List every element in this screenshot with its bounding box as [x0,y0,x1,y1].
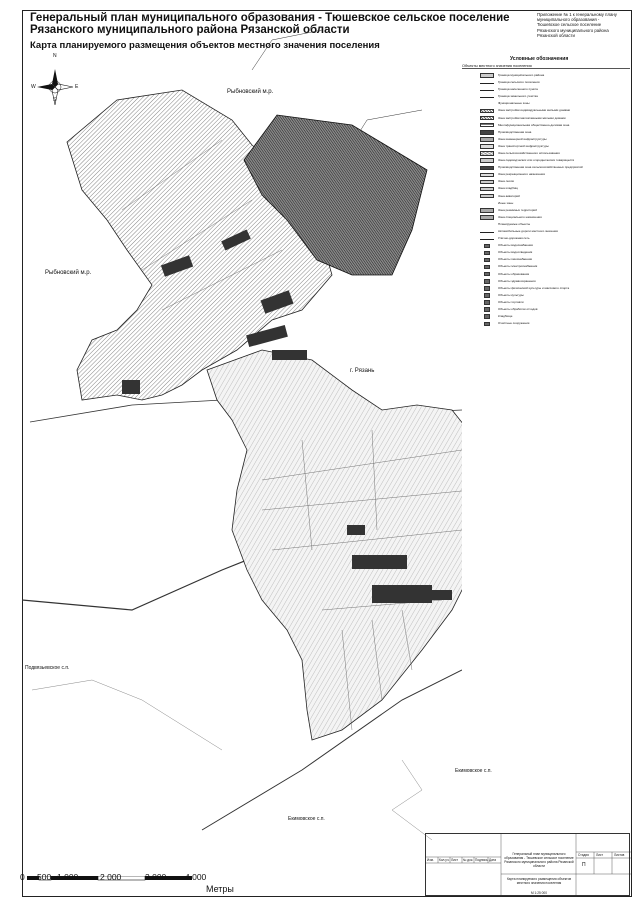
legend-item [462,143,630,150]
label-ryazan: г. Рязань [350,368,375,374]
legend-item [462,313,630,320]
legend-item [462,271,630,278]
approval-note [537,12,632,38]
legend-item-label: Объекты образования [498,272,530,276]
legend-item [462,207,630,214]
legend-swatch [484,322,490,327]
legend-item [462,93,630,100]
legend-item-label: Зона специального назначения [498,215,542,219]
stamp-col: Дата [489,858,497,862]
legend-item-label: Улично-дорожная сеть [498,237,530,241]
legend-rows [462,72,630,327]
legend-item-label: Кладбище [498,315,513,319]
label-ekimovskoe-right: Екимовское с.п. [455,768,492,774]
legend-item [462,150,630,157]
legend-swatch [484,293,490,298]
legend-swatch [480,180,494,185]
stamp-col: Подпись [475,858,488,862]
label-ekimovskoe-bottom: Екимовское с.п. [288,816,325,822]
legend-item [462,249,630,256]
scale-tick: 1 000 [57,872,79,882]
legend-item-label: Объекты водоотведения [498,251,533,255]
legend-item-label: Многофункциональная общественно-деловая зона [498,123,570,127]
scale-units: Метры [206,884,234,894]
stamp-col: Изм. [427,858,434,862]
legend-item-label: Функциональные зоны [498,102,530,106]
legend-heading: Условные обозначения [510,56,569,62]
legend-item [462,278,630,285]
legend-swatch [484,286,490,291]
stamp-col: № док. [463,858,474,862]
legend-item [462,79,630,86]
legend-item-label: Планируемые объекты [498,222,531,226]
legend-item-label: Автомобильные дороги местного значения [498,230,558,233]
legend-item [462,221,630,228]
legend-swatch [484,314,490,319]
legend-swatch [484,279,490,284]
legend-item-label: Объекты газоснабжения [498,258,533,262]
page-title: Генеральный план муниципального образования - Тюшевское сельское поселение Рязанского муниципального района Рязанской области [30,12,510,36]
legend-swatch [480,201,494,206]
legend-item [462,214,630,221]
legend-item-label: Зона застройки индивидуальными жилыми домами [498,109,571,113]
legend-item-label: Граница земельного участка [498,95,538,99]
compass-north: N [53,53,57,59]
legend-item [462,129,630,136]
compass-south: S [53,97,57,103]
legend-swatch [480,222,494,227]
legend-item-label: Зона инженерной инфраструктуры [498,137,547,141]
title-block [425,833,630,896]
legend-swatch [480,208,494,213]
legend-item [462,72,630,79]
legend-item [462,299,630,306]
legend-item-label: Производственная зона сельскохозяйственных предприятий [498,166,583,170]
legend-swatch [480,166,494,171]
legend-item [462,115,630,122]
scale-tick: 2 000 [100,872,122,882]
legend-item-label: Объекты торговли [498,300,524,304]
legend-swatch [480,95,494,98]
legend-item [462,157,630,164]
legend-item [462,171,630,178]
legend-swatch [480,73,494,78]
legend-item-label: Зона застройки малоэтажными жилыми домами [498,116,566,120]
legend-item [462,164,630,171]
legend-swatch [480,123,494,128]
stamp-stage-header: Стадия [578,853,589,857]
legend-item-label: Очистные сооружения [498,322,530,326]
legend-swatch [480,137,494,142]
approval-line: Рязанской области [537,32,575,38]
legend-item-label: Зона садоводческих или огороднических товариществ [498,159,575,163]
legend-item [462,306,630,313]
label-podvyazyevskoe: Подвязьевское с.п. [25,665,70,671]
legend-item-label: Зона кладбищ [498,187,519,191]
legend-item [462,235,630,242]
label-rybnovsky-left: Рыбновский м.р. [45,270,92,276]
label-rybnovsky-top: Рыбновский м.р. [227,89,274,95]
legend-swatch [480,81,494,84]
legend-item [462,86,630,93]
stamp-map-name: Карта планируемого размещения объектов местного значения поселения [506,877,572,885]
legend-item-label: Производственная зона [498,130,532,134]
legend-item-label: Граница населенного пункта [498,88,538,92]
legend-swatch [480,215,494,220]
legend-swatch [480,109,494,114]
legend-item [462,193,630,200]
legend-swatch [484,244,490,249]
settlement-area-south [207,350,462,740]
legend-item [462,292,630,299]
legend-item-label: Объекты здравоохранения [498,279,536,283]
stamp-col: Кол.уч. [439,858,450,862]
compass-east: E [75,84,79,90]
legend-subheading: Объекты местного значения поселения [462,64,630,69]
legend-item-label: Зона транспортной инфраструктуры [498,144,549,148]
legend [462,56,630,327]
legend-swatch [484,307,490,312]
legend-item-label: Зона сельскохозяйственного использования [498,151,560,155]
legend-swatch [480,237,494,240]
legend-item [462,285,630,292]
legend-swatch [480,116,494,121]
scale-tick: 4 000 [185,872,207,882]
legend-swatch [484,272,490,277]
legend-item [462,100,630,107]
legend-item-label: Объекты водоснабжения [498,244,533,248]
legend-item-label: Объекты электроснабжения [498,265,538,269]
stamp-scale: М 1:25 000 [531,891,547,895]
legend-swatch [480,158,494,163]
map-canvas [22,10,462,840]
legend-swatch [480,130,494,135]
legend-item-label: Объекты физической культуры и массового спорта [498,286,570,290]
stamp-stage: П [582,862,586,868]
legend-swatch [480,187,494,192]
legend-swatch [480,173,494,178]
legend-item [462,136,630,143]
approval-line: Рязанского муниципального района [537,27,609,33]
legend-item [462,242,630,249]
approval-line: Приложение № 1 к генеральному плану [537,12,617,17]
legend-item-label: Зона режимных территорий [498,208,537,212]
approval-line: муниципального образования - [537,17,600,23]
legend-item [462,186,630,193]
legend-item [462,122,630,129]
legend-item [462,256,630,263]
legend-swatch [484,258,490,263]
compass-west: W [31,84,36,90]
legend-item-label: Зона рекреационного назначения [498,173,545,177]
scale-tick: 500 [37,872,52,882]
stamp-title: Генеральный план муниципального образования - Тюшевское сельское поселение Рязанского муниципального района Рязанской области [504,852,574,868]
legend-swatch [480,194,494,199]
legend-item [462,200,630,207]
legend-item-label: Граница сельского поселения [498,81,540,85]
legend-swatch [480,230,494,233]
legend-item-label: Объекты культуры [498,293,524,297]
approval-line: Тюшевское сельское поселение [537,22,602,28]
legend-swatch [480,144,494,149]
page-subtitle: Карта планируемого размещения объектов местного значения поселения [30,40,380,51]
legend-item-label: Зона акваторий [498,194,520,198]
legend-swatch [480,151,494,156]
legend-swatch [480,102,494,107]
legend-swatch [480,88,494,91]
legend-item [462,264,630,271]
legend-swatch [484,300,490,305]
scale-tick: 0 [20,872,25,882]
legend-item [462,320,630,327]
legend-swatch [484,251,490,256]
legend-item [462,107,630,114]
scale-tick: 3 000 [145,872,167,882]
legend-item-label: Зона лесов [498,180,514,184]
legend-item-label: Объекты обработки отходов [498,308,538,312]
legend-item-label: Граница муниципального района [498,73,545,77]
stamp-col: Лист [451,858,458,862]
legend-swatch [484,265,490,270]
stamp-stage-header: Листов [614,853,625,857]
legend-item [462,178,630,185]
legend-item [462,228,630,235]
stamp-stage-header: Лист [596,853,603,857]
legend-item-label: Иные зоны [498,201,514,205]
